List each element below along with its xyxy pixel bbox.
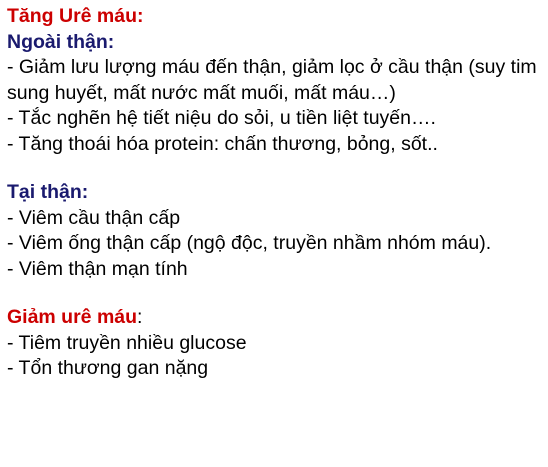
list-item: - Tổn thương gan nặng [7,357,209,379]
heading-extrarenal: Ngoài thận: [7,30,115,53]
list-item: - Tắc nghẽn hệ tiết niệu do sỏi, u tiền liệt tuyến…. [7,107,436,129]
heading-decrease-urea [7,305,543,331]
heading-decrease-label: Giảm urê máu [7,306,138,328]
document-body [7,4,543,382]
spacer [7,157,543,180]
title-increase-urea: Tăng Urê máu: [7,5,144,27]
heading-decrease-colon: : [137,306,143,328]
heading-renal: Tại thận: [7,181,89,203]
list-item: - Viêm thận mạn tính [7,257,188,280]
list-item: - Giảm lưu lượng máu đến thận, giảm lọc ở cầu thận (suy tim sung huyết, mất nước mất muối, mất máu…) [7,56,537,104]
list-item: - Viêm cầu thận cấp [7,206,181,229]
spacer [7,282,543,305]
list-item: - Tiêm truyền nhiều glucose [7,331,247,354]
list-item: - Tăng thoái hóa protein: chấn thương, bỏng, sốt.. [7,132,438,155]
list-item: - Viêm ống thận cấp (ngộ độc, truyền nhầm nhóm máu). [7,232,492,254]
